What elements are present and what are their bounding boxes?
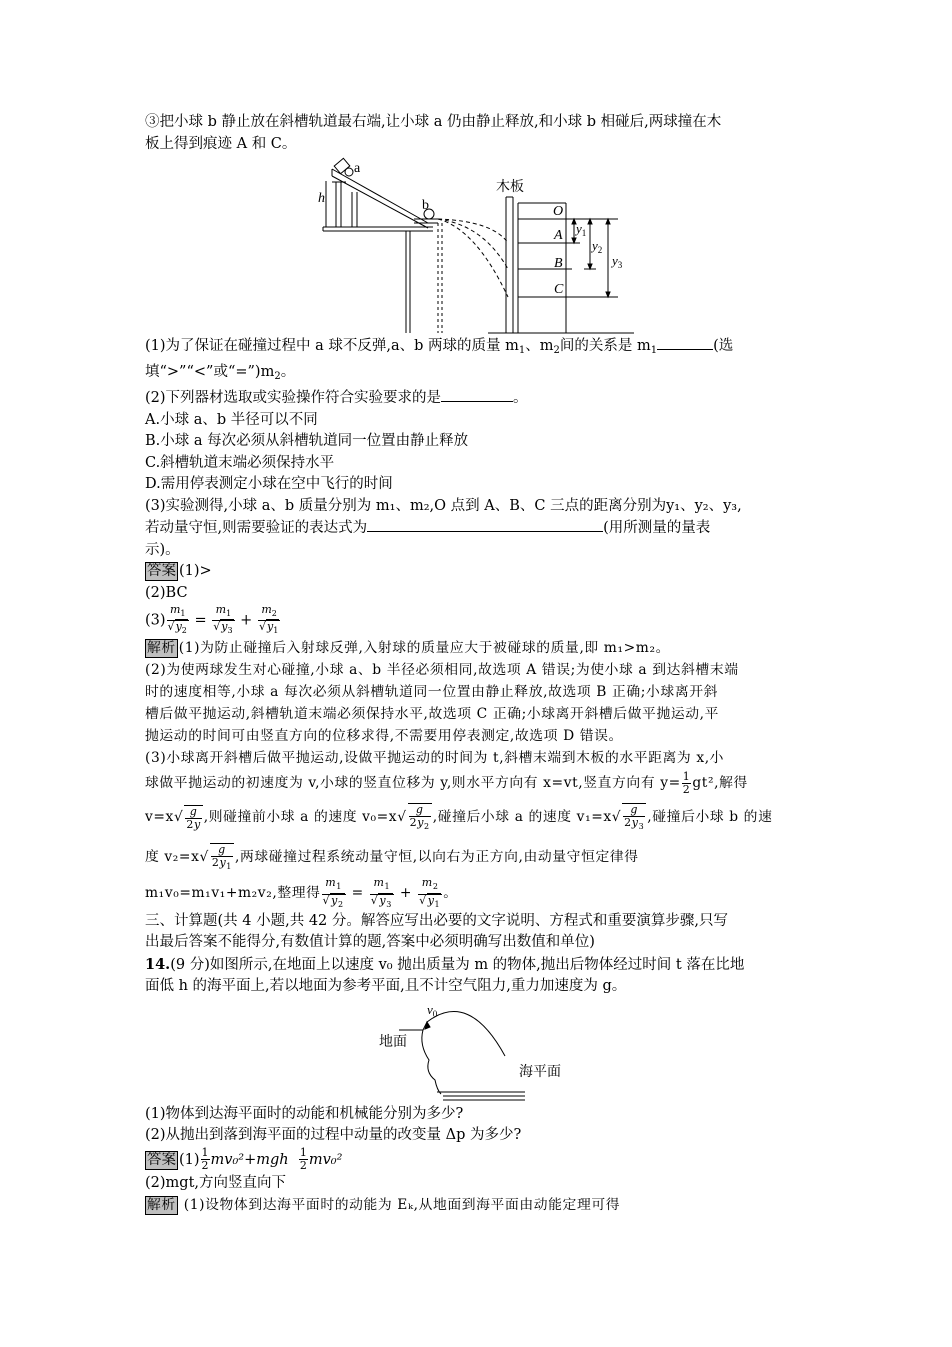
q1-line-1: (1)为了保证在碰撞过程中 a 球不反弹,a、b 两球的质量 $m_1$、$m_2$间的关系是 $m_1$ (选 bbox=[145, 335, 815, 362]
analysis2-line: 解析 (1)设物体到达海平面时的动能为 Eₖ,从地面到海平面由动能定理可得 bbox=[147, 1197, 621, 1214]
label-ground: 地面 bbox=[379, 1033, 407, 1050]
intro-line-2: 板上得到痕迹 A 和 C。 bbox=[145, 135, 297, 152]
label-C: C bbox=[554, 282, 564, 297]
analysis1-p3-l2: 球做平抛运动的初速度为 v,小球的竖直位移为 y,则水平方向有 x=vt,竖直方向有 y= $\frac{1}{2}$ gt²,解得 bbox=[145, 770, 748, 797]
q2-option-c: C.斜槽轨道末端必须保持水平 bbox=[145, 454, 335, 471]
analysis1-p3-l1: (3)小球离开斜槽后做平抛运动,设做平抛运动的时间为 t,斜槽末端到木板的水平距离为 x,小 bbox=[145, 750, 725, 767]
analysis1-p3-l4: 度 v₂=x√ $\frac{g}{2y_1}$ ,两球碰撞过程系统动量守恒,以向右为正方向,由动量守恒定律得 bbox=[145, 842, 639, 871]
analysis-tag: 解析 bbox=[147, 640, 176, 657]
analysis1-p2-l3: 槽后做平抛运动,斜槽轨道末端必须保持水平,故选项 C 正确;小球离开斜槽后做平抛运动,平 bbox=[145, 706, 720, 723]
experiment-figure bbox=[318, 157, 638, 335]
answer2-line-2: (2)mgt,方向竖直向下 bbox=[145, 1174, 287, 1191]
label-a: a bbox=[354, 161, 361, 176]
label-A: A bbox=[554, 228, 563, 243]
q2-option-b: B.小球 a 每次必须从斜槽轨道同一位置由静止释放 bbox=[145, 433, 469, 449]
analysis1-p3-l5: m₁v₀=m₁v₁+m₂v₂,整理得 $\frac{m_1}{√y_2}$ = $\frac{m_1}{√y_3}$ + $\frac{m_2}{√y_1}$ 。 bbox=[145, 876, 458, 909]
answer1-line-3: (3) $\frac{m_1}{√y_2}$ = $\frac{m_1}{√y_3}$ + $\frac{m_2}{√y_1}$ bbox=[145, 603, 279, 636]
q14-sub-1: (1)物体到达海平面时的动能和机械能分别为多少? bbox=[145, 1105, 464, 1122]
q14-line-2: 面低 h 的海平面上,若以地面为参考平面,且不计空气阻力,重力加速度为 g。 bbox=[145, 978, 627, 995]
q14-line-1: 14.(9 分)如图所示,在地面上以速度 v₀ 抛出质量为 m 的物体,抛出后物体经过时间 t 落在比地 bbox=[145, 955, 745, 973]
q2-option-a: A.小球 a、b 半径可以不同 bbox=[145, 411, 318, 428]
q2-answer-blank[interactable] bbox=[441, 387, 513, 402]
label-y3: $y_3$ bbox=[612, 253, 623, 270]
q3-line-1: (3)实验测得,小球 a、b 质量分别为 m₁、m₂,O 点到 A、B、C 三点的距离分别为y₁、y₂、y₃, bbox=[145, 497, 742, 514]
q3-line-3: 示)。 bbox=[145, 541, 180, 558]
analysis1-p2-l4: 抛运动的时间可由竖直方向的位移求得,不需要用停表测定,故选项 D 错误。 bbox=[145, 728, 623, 745]
answer-tag: 答案 bbox=[147, 563, 176, 579]
section3-heading-2: 出最后答案不能得分,有数值计算的题,答案中必须明确写出数值和单位) bbox=[145, 934, 595, 951]
label-y2: $y_2$ bbox=[592, 238, 603, 255]
analysis1-p1: 解析 (1)为防止碰撞后入射球反弹,入射球的质量应大于被碰球的质量,即 m₁>m₂。 bbox=[147, 640, 670, 657]
answer2-line-1: 答案 (1) $\frac{1}{2}$ mv₀²+mgh $\frac{1}{2}$ mv₀² bbox=[147, 1146, 343, 1173]
analysis-tag-2: 解析 bbox=[147, 1197, 176, 1214]
label-y1: $y_1$ bbox=[576, 221, 587, 238]
q1-line-2: 填“>”“<”或“$=”)m_2$。 bbox=[145, 363, 296, 382]
q3-answer-blank[interactable] bbox=[367, 517, 603, 532]
label-B: B bbox=[554, 256, 563, 271]
label-b: b bbox=[422, 198, 429, 213]
label-v0: $v_0$ bbox=[427, 1001, 438, 1019]
label-h: h bbox=[318, 191, 325, 206]
q2-stem: (2)下列器材选取或实验操作符合实验要求的是 。 bbox=[145, 387, 815, 410]
label-O: O bbox=[553, 204, 564, 219]
answer-tag-2: 答案 bbox=[147, 1151, 176, 1168]
q14-sub-2: (2)从抛出到落到海平面的过程中动量的改变量 Δp 为多少? bbox=[145, 1127, 522, 1144]
label-board: 木板 bbox=[496, 179, 524, 195]
label-sea-level: 海平面 bbox=[519, 1063, 561, 1080]
document-page bbox=[145, 112, 815, 1216]
q2-option-d: D.需用停表测定小球在空中飞行的时间 bbox=[145, 476, 393, 492]
analysis1-p2-l1: (2)为使两球发生对心碰撞,小球 a、b 半径必须相同,故选项 A 错误;为使小球 a 到达斜槽末端 bbox=[145, 662, 739, 679]
analysis1-p2-l2: 时的速度相等,小球 a 每次必须从斜槽轨道同一位置由静止释放,故选项 B 正确;小球离开斜 bbox=[145, 684, 719, 701]
answer1-line-2: (2)BC bbox=[145, 584, 188, 601]
cliff-figure bbox=[379, 1000, 579, 1104]
q1-answer-blank[interactable] bbox=[657, 335, 713, 350]
answer1-line-1: 答案 (1)> bbox=[147, 563, 212, 579]
section3-heading-1: 三、计算题(共 4 小题,共 42 分。解答应写出必要的文字说明、方程式和重要演算步骤,只写 bbox=[145, 912, 728, 929]
q3-line-2: 若动量守恒,则需要验证的表达式为 (用所测量的量表 bbox=[145, 517, 815, 540]
intro-line-1: ③把小球 b 静止放在斜槽轨道最右端,让小球 a 仍由静止释放,和小球 b 相碰后,两球撞在木 bbox=[145, 114, 722, 130]
analysis1-p3-l3: v=x√ $\frac{g}{2y}$ ,则碰撞前小球 a 的速度 v₀=x√ $\frac{g}{2y_2}$ ,碰撞后小球 a 的速度 v₁=x√ $\frac{g}{2y_3}$ ,碰撞后小球 b 的速 bbox=[145, 802, 773, 831]
